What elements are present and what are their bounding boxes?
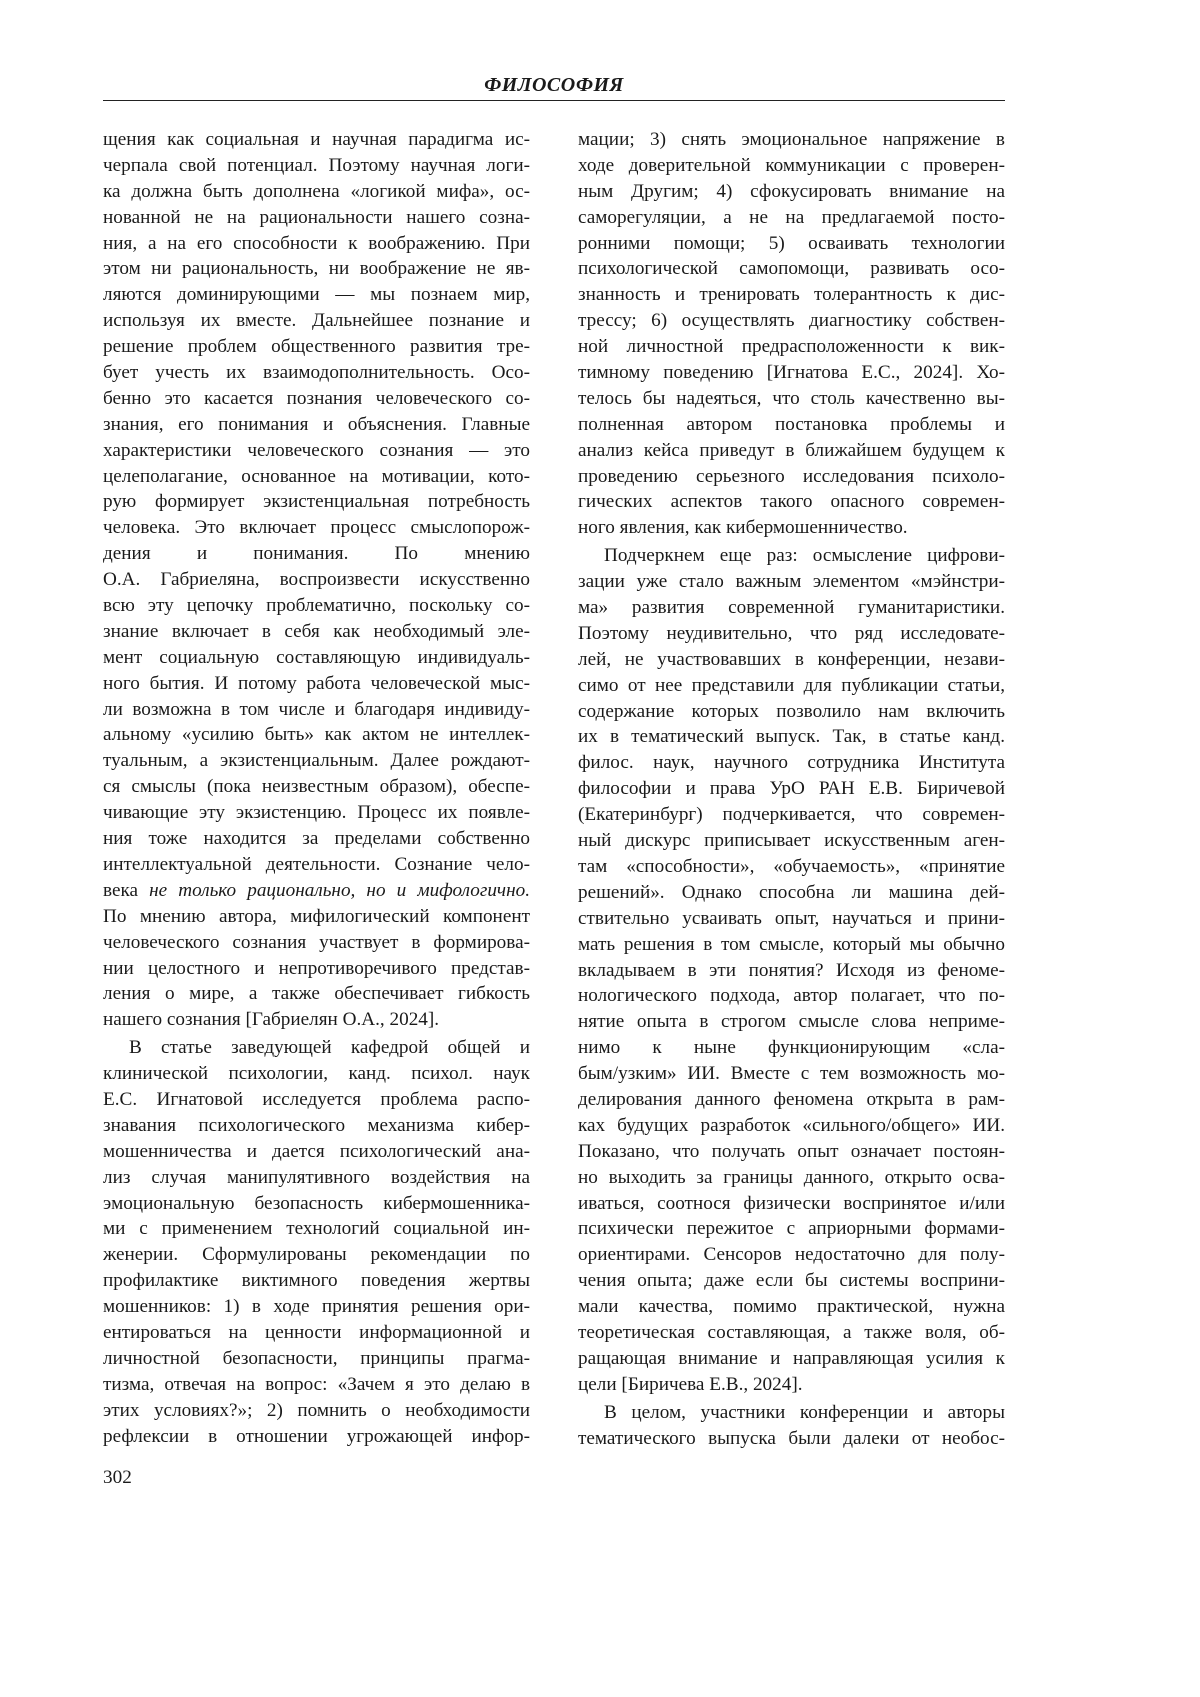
text-line — [103, 438, 530, 464]
text-line-content: черпала свой потенциал. Поэтому научная логи- — [103, 155, 530, 176]
text-line-content: содержание которых позволило нам включить — [578, 701, 1005, 722]
text-line-content: проведению серьезного исследования психоло- — [578, 466, 1005, 487]
text-line-content: решений». Однако способна ли машина дей- — [578, 882, 1005, 903]
text-line-content: ляются доминирующими — мы познаем мир, — [103, 284, 530, 305]
text-line-content: вкладываем в эти понятия? Исходя из феноме- — [578, 960, 1005, 981]
text-line-content: Показано, что получать опыт означает постоян- — [578, 1141, 1005, 1162]
text-line-content: ствительно усваивать опыт, научаться и прини- — [578, 908, 1005, 929]
text-line — [103, 671, 530, 697]
text-line-content: этом ни рациональность, ни воображение не яв- — [103, 258, 530, 279]
text-line — [103, 852, 530, 878]
text-line — [103, 1216, 530, 1242]
text-line — [578, 673, 1005, 699]
text-line — [103, 619, 530, 645]
text-line — [578, 1061, 1005, 1087]
text-line-content: альному «усилию быть» как актом не интеллек- — [103, 724, 530, 745]
text-line — [578, 1191, 1005, 1217]
text-line-content: целеполагание, основанное на мотивации, кото- — [103, 466, 530, 487]
text-line — [578, 360, 1005, 386]
text-line-content: ронними помощи; 5) осваивать технологии — [578, 233, 1005, 254]
text-line-content: цели [Биричева Е.В., 2024]. — [578, 1374, 803, 1395]
text-line-content: нии целостного и непротиворечивого представ- — [103, 958, 530, 979]
text-line — [578, 1087, 1005, 1113]
text-line-content: саморегуляции, а не на предлагаемой посто- — [578, 207, 1005, 228]
text-line — [578, 543, 1005, 569]
text-line-content: бует учесть их взаимодополнительность. Осо- — [103, 362, 530, 383]
text-line-content: ного явления, как кибермошенничество. — [578, 517, 908, 538]
page-number: 302 — [103, 1467, 132, 1489]
text-line-content: ходе доверительной коммуникации с проверен- — [578, 155, 1005, 176]
text-line — [578, 699, 1005, 725]
text-line — [103, 774, 530, 800]
text-line-content: знавания психологического механизма кибер- — [103, 1115, 530, 1136]
text-line-content: бенно это касается познания человеческого со- — [103, 388, 530, 409]
text-line-content: ния тоже находится за пределами собственно — [103, 828, 530, 849]
text-line-content: мошенничества и дается психологический ана- — [103, 1141, 530, 1162]
text-line — [578, 854, 1005, 880]
text-line — [578, 412, 1005, 438]
text-line — [578, 1165, 1005, 1191]
text-line — [578, 958, 1005, 984]
text-line — [578, 438, 1005, 464]
text-line — [578, 569, 1005, 595]
text-line-content: ориентирами. Сенсоров недостаточно для полу- — [578, 1244, 1005, 1265]
text-line-content: используя их вместе. Дальнейшее познание и — [103, 310, 530, 331]
text-line — [103, 1007, 530, 1033]
text-line — [578, 231, 1005, 257]
text-line — [578, 750, 1005, 776]
text-line — [578, 724, 1005, 750]
text-line-content: дения и понимания. По мнению — [103, 543, 530, 564]
text-line — [578, 256, 1005, 282]
text-line-content: человека. Это включает процесс смыслопорож- — [103, 517, 530, 538]
text-line-content: психологической самопомощи, развивать осо- — [578, 258, 1005, 279]
text-line — [578, 1372, 1005, 1398]
text-line — [578, 802, 1005, 828]
text-line — [103, 567, 530, 593]
text-line-content: там «способности», «обучаемость», «принятие — [578, 856, 1005, 877]
text-line — [103, 1165, 530, 1191]
text-line — [578, 179, 1005, 205]
text-line — [578, 127, 1005, 153]
text-line-content: мации; 3) снять эмоциональное напряжение в — [578, 129, 1005, 150]
text-line — [578, 647, 1005, 673]
text-line-content: этих условиях?»; 2) помнить о необходимости — [103, 1400, 530, 1421]
text-line — [103, 179, 530, 205]
text-line-content: В целом, участники конференции и авторы — [604, 1402, 1005, 1423]
text-line-content: всю эту цепочку проблематично, поскольку со- — [103, 595, 530, 616]
left-text-column — [103, 127, 530, 1449]
text-line — [103, 127, 530, 153]
text-line — [578, 1035, 1005, 1061]
text-line-content: зации уже стало важным элементом «мэйнстри- — [578, 571, 1005, 592]
text-line — [103, 256, 530, 282]
text-line-content: телось бы надеяться, что столь качественно вы- — [578, 388, 1005, 409]
text-line — [103, 282, 530, 308]
text-line-content: симо от нее представили для публикации статьи, — [578, 675, 1005, 696]
text-line — [578, 386, 1005, 412]
text-line — [103, 878, 530, 904]
text-line — [578, 621, 1005, 647]
text-line-content: мошенников: 1) в ходе принятия решения ори- — [103, 1296, 530, 1317]
text-line — [103, 800, 530, 826]
text-line-content: характеристики человеческого сознания — это — [103, 440, 530, 461]
text-line — [103, 1191, 530, 1217]
text-line-content: полненная автором постановка проблемы и — [578, 414, 1005, 435]
text-line — [578, 489, 1005, 515]
text-line — [578, 1216, 1005, 1242]
text-line — [103, 153, 530, 179]
text-line-content: мали качества, помимо практической, нужна — [578, 1296, 1005, 1317]
text-line-content: ной личностной предрасположенности к вик- — [578, 336, 1005, 357]
text-line-content: ли возможна в том числе и благодаря индивиду- — [103, 699, 530, 720]
text-line-content: мать решения в том смысле, который мы обычно — [578, 934, 1005, 955]
text-line-content: нованной не на рациональности нашего созна- — [103, 207, 530, 228]
text-line-content: бым/узким» ИИ. Вместе с тем возможность мо- — [578, 1063, 1005, 1084]
text-line-content: ма» развития современной гуманитаристики. — [578, 597, 1005, 618]
text-line — [578, 1113, 1005, 1139]
text-line-content: делирования данного феномена открыта в рам- — [578, 1089, 1005, 1110]
text-line-content: В статье заведующей кафедрой общей и — [129, 1037, 530, 1058]
text-line-content: лиз случая манипулятивного воздействия на — [103, 1167, 530, 1188]
text-line-content: ентироваться на ценности информационной и — [103, 1322, 530, 1343]
text-line — [578, 464, 1005, 490]
text-line-content: человеческого сознания участвует в формирова- — [103, 932, 530, 953]
text-line — [103, 1139, 530, 1165]
text-line-content: трессу; 6) осуществлять диагностику собствен- — [578, 310, 1005, 331]
text-line — [578, 1426, 1005, 1452]
text-line — [103, 515, 530, 541]
text-line-content: тизма, отвечая на вопрос: «Зачем я это делаю в — [103, 1374, 530, 1395]
text-line-content: ках будущих разработок «сильного/общего» ИИ. — [578, 1115, 1005, 1136]
text-line — [103, 1424, 530, 1450]
text-line — [103, 904, 530, 930]
text-line — [578, 515, 1005, 541]
text-line-content: профилактике виктимного поведения жертвы — [103, 1270, 530, 1291]
text-line-content: их в тематический выпуск. Так, в статье канд. — [578, 726, 1005, 747]
text-line — [578, 1009, 1005, 1035]
text-line — [578, 983, 1005, 1009]
text-line — [103, 1372, 530, 1398]
text-line-content: нашего сознания [Габриелян О.А., 2024]. — [103, 1009, 439, 1030]
text-line — [578, 776, 1005, 802]
text-line-content: анализ кейса приведут в ближайшем будущем к — [578, 440, 1005, 461]
text-line-content: ный дискурс приписывает искусственным аген- — [578, 830, 1005, 851]
text-line — [103, 593, 530, 619]
text-line — [578, 595, 1005, 621]
text-line-content: чивающие эту экзистенцию. Процесс их появле- — [103, 802, 530, 823]
text-line — [103, 1113, 530, 1139]
text-line — [578, 1139, 1005, 1165]
text-line-content: туальным, а экзистенциальным. Далее рождают- — [103, 750, 530, 771]
text-line-content: нологического подхода, автор полагает, что по- — [578, 985, 1005, 1006]
text-line-content: Поэтому неудивительно, что ряд исследовате- — [578, 623, 1005, 644]
text-line — [103, 956, 530, 982]
text-line-content: теоретическая составляющая, а также воля, об- — [578, 1322, 1005, 1343]
text-line-content: мент социальную составляющую индивидуаль- — [103, 647, 530, 668]
text-line-content: ного бытия. И потому работа человеческой мыс- — [103, 673, 530, 694]
text-line-content: решение проблем общественного развития тре- — [103, 336, 530, 357]
text-line-content: лей, не участвовавших в конференции, незави- — [578, 649, 1005, 670]
text-line-content: нятие опыта в строгом смысле слова неприме- — [578, 1011, 1005, 1032]
text-line — [103, 1294, 530, 1320]
text-line-content: рефлексии в отношении угрожающей инфор- — [103, 1426, 530, 1447]
text-line-content: философии и права УрО РАН Е.В. Биричевой — [578, 778, 1005, 799]
text-line — [103, 334, 530, 360]
text-line — [103, 464, 530, 490]
text-line-content: тематического выпуска были далеки от необос- — [578, 1428, 1005, 1449]
text-line-content: ления о мире, а также обеспечивает гибкость — [103, 983, 530, 1004]
text-line — [103, 308, 530, 334]
text-line — [103, 360, 530, 386]
text-line-content: эмоциональную безопасность кибермошенника- — [103, 1193, 530, 1214]
text-line-content: женерии. Сформулированы рекомендации по — [103, 1244, 530, 1265]
text-line-content: ся смыслы (пока неизвестным образом), обеспе- — [103, 776, 530, 797]
text-line-content: но выходить за границы данного, открыто осва- — [578, 1167, 1005, 1188]
text-line — [578, 1346, 1005, 1372]
text-line — [103, 1087, 530, 1113]
text-line — [578, 1242, 1005, 1268]
text-line-content: клинической психологии, канд. психол. наук — [103, 1063, 530, 1084]
text-line-content: По мнению автора, мифилогический компонент — [103, 906, 530, 927]
text-line-content: психически пережитое с априорными формами- — [578, 1218, 1005, 1239]
text-line — [103, 930, 530, 956]
text-line — [103, 412, 530, 438]
text-line — [103, 748, 530, 774]
text-line — [103, 722, 530, 748]
text-line — [578, 1294, 1005, 1320]
text-line — [103, 645, 530, 671]
text-line — [103, 231, 530, 257]
text-line — [103, 1320, 530, 1346]
text-line-content: Подчеркнем еще раз: осмысление цифрови- — [604, 545, 1005, 566]
text-line-content: рую формирует экзистенциальная потребность — [103, 491, 530, 512]
text-line-content: ка должна быть дополнена «логикой мифа», ос- — [103, 181, 530, 202]
text-line-content: века — [103, 880, 149, 901]
text-line — [103, 489, 530, 515]
text-line-content: чения опыта; даже если бы системы восприни- — [578, 1270, 1005, 1291]
text-line — [103, 826, 530, 852]
running-head-section-title: ФИЛОСОФИЯ — [103, 74, 1005, 97]
right-text-column — [578, 127, 1005, 1451]
text-line — [103, 1398, 530, 1424]
header-rule — [103, 100, 1005, 101]
text-line — [578, 932, 1005, 958]
text-line-content: ращающая внимание и направляющая усилия к — [578, 1348, 1005, 1369]
text-line — [103, 386, 530, 412]
text-line-content: О.А. Габриеляна, воспроизвести искусственно — [103, 569, 530, 590]
text-line — [578, 828, 1005, 854]
text-line — [578, 282, 1005, 308]
text-line — [103, 1061, 530, 1087]
text-line — [103, 205, 530, 231]
text-line-content: ми с применением технологий социальной ин- — [103, 1218, 530, 1239]
text-line-content: нимо к ныне функционирующим «сла- — [578, 1037, 1005, 1058]
text-line — [103, 1268, 530, 1294]
text-line — [578, 906, 1005, 932]
text-line-content: знание включает в себя как необходимый эле- — [103, 621, 530, 642]
text-line — [103, 1346, 530, 1372]
text-line — [103, 541, 530, 567]
text-line-content: тимному поведению [Игнатова Е.С., 2024]. Хо- — [578, 362, 1005, 383]
text-line — [578, 153, 1005, 179]
text-line-content: личностной безопасности, принципы прагма- — [103, 1348, 530, 1369]
text-line-content: ния, а на его способности к воображению. При — [103, 233, 530, 254]
text-line — [578, 205, 1005, 231]
text-line-content: иваться, соотнося физически воспринятое и/или — [578, 1193, 1005, 1214]
text-line-content: знания, его понимания и объяснения. Главные — [103, 414, 530, 435]
text-line — [578, 334, 1005, 360]
text-line-content: ным Другим; 4) сфокусировать внимание на — [578, 181, 1005, 202]
text-line-content: знанность и тренировать толерантность к дис- — [578, 284, 1005, 305]
text-line — [103, 1242, 530, 1268]
text-line — [103, 981, 530, 1007]
text-line — [103, 1035, 530, 1061]
text-line — [578, 880, 1005, 906]
text-line — [578, 1320, 1005, 1346]
text-line — [578, 308, 1005, 334]
text-line-content: Е.С. Игнатовой исследуется проблема распо- — [103, 1089, 530, 1110]
text-line-content: филос. наук, научного сотрудника Института — [578, 752, 1005, 773]
text-line-content: (Екатеринбург) подчеркивается, что современ- — [578, 804, 1005, 825]
text-line-content: щения как социальная и научная парадигма ис- — [103, 129, 530, 150]
text-line — [578, 1400, 1005, 1426]
text-line — [103, 697, 530, 723]
italic-emphasis: не только рационально, но и мифологично. — [149, 880, 530, 901]
text-line — [578, 1268, 1005, 1294]
text-line-content: гических аспектов такого опасного современ- — [578, 491, 1005, 512]
text-line-content: интеллектуальной деятельности. Сознание чело- — [103, 854, 530, 875]
